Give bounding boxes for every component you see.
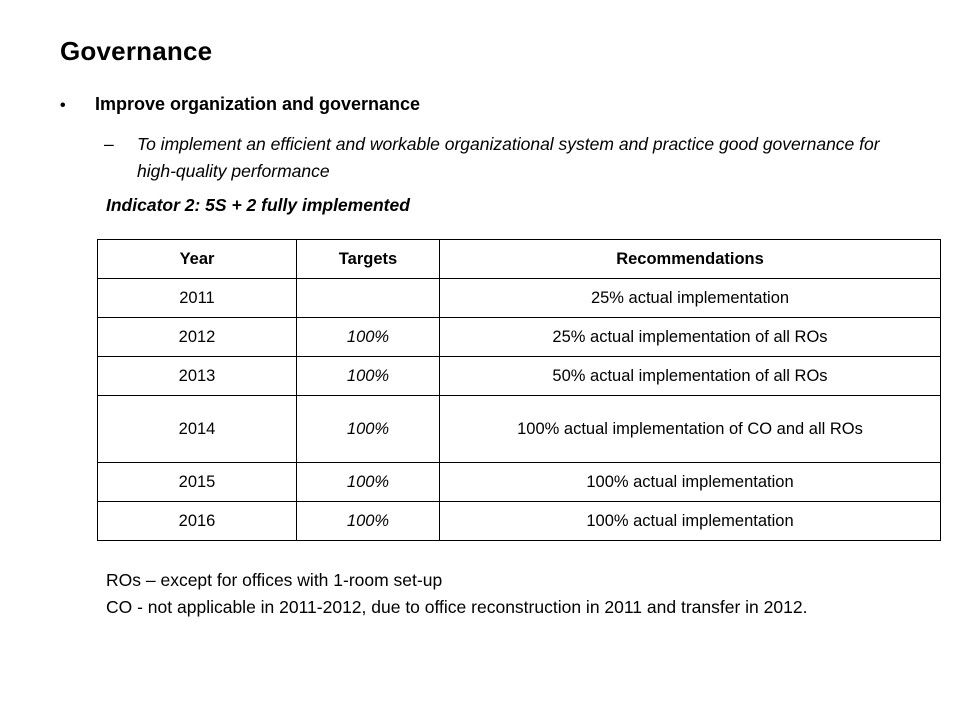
cell-recommendation: 100% actual implementation	[440, 502, 941, 541]
cell-target	[297, 279, 440, 318]
cell-recommendation: 100% actual implementation	[440, 463, 941, 502]
header-recommendations: Recommendations	[440, 240, 941, 279]
cell-recommendation: 25% actual implementation	[440, 279, 941, 318]
table-row	[98, 318, 941, 357]
cell-recommendation: 100% actual implementation of CO and all ROs	[440, 396, 941, 463]
cell-year: 2014	[98, 396, 297, 463]
table-header-row	[98, 240, 941, 279]
bullet-item	[60, 94, 420, 115]
footnote-co: CO - not applicable in 2011-2012, due to office reconstruction in 2011 and transfer in 2012.	[106, 597, 808, 617]
footnote-ros: ROs – except for offices with 1-room set-up	[106, 570, 443, 590]
cell-year: 2015	[98, 463, 297, 502]
table-row	[98, 502, 941, 541]
bullet-text: Improve organization and governance	[95, 94, 421, 114]
cell-recommendation: 25% actual implementation of all ROs	[440, 318, 941, 357]
header-targets: Targets	[297, 240, 440, 279]
cell-target: 100%	[297, 463, 440, 502]
sub-bullet-item	[104, 131, 894, 185]
cell-year: 2016	[98, 502, 297, 541]
recommendations-table	[97, 239, 941, 541]
table-row	[98, 463, 941, 502]
table-row	[98, 279, 941, 318]
cell-year: 2011	[98, 279, 297, 318]
cell-target: 100%	[297, 396, 440, 463]
cell-recommendation: 50% actual implementation of all ROs	[440, 357, 941, 396]
footnotes	[106, 567, 926, 621]
header-year: Year	[98, 240, 297, 279]
bullet-icon: •	[60, 97, 66, 114]
cell-year: 2012	[98, 318, 297, 357]
sub-bullet-text: To implement an efficient and workable organizational system and practice good governance for high-quality performance	[137, 134, 880, 181]
table-row	[98, 396, 941, 463]
indicator-label: Indicator 2: 5S + 2 fully implemented	[106, 195, 410, 215]
cell-target: 100%	[297, 318, 440, 357]
slide-title: Governance	[60, 36, 213, 66]
cell-year: 2013	[98, 357, 297, 396]
table-row	[98, 357, 941, 396]
cell-target: 100%	[297, 357, 440, 396]
cell-target: 100%	[297, 502, 440, 541]
dash-icon: –	[104, 134, 114, 154]
